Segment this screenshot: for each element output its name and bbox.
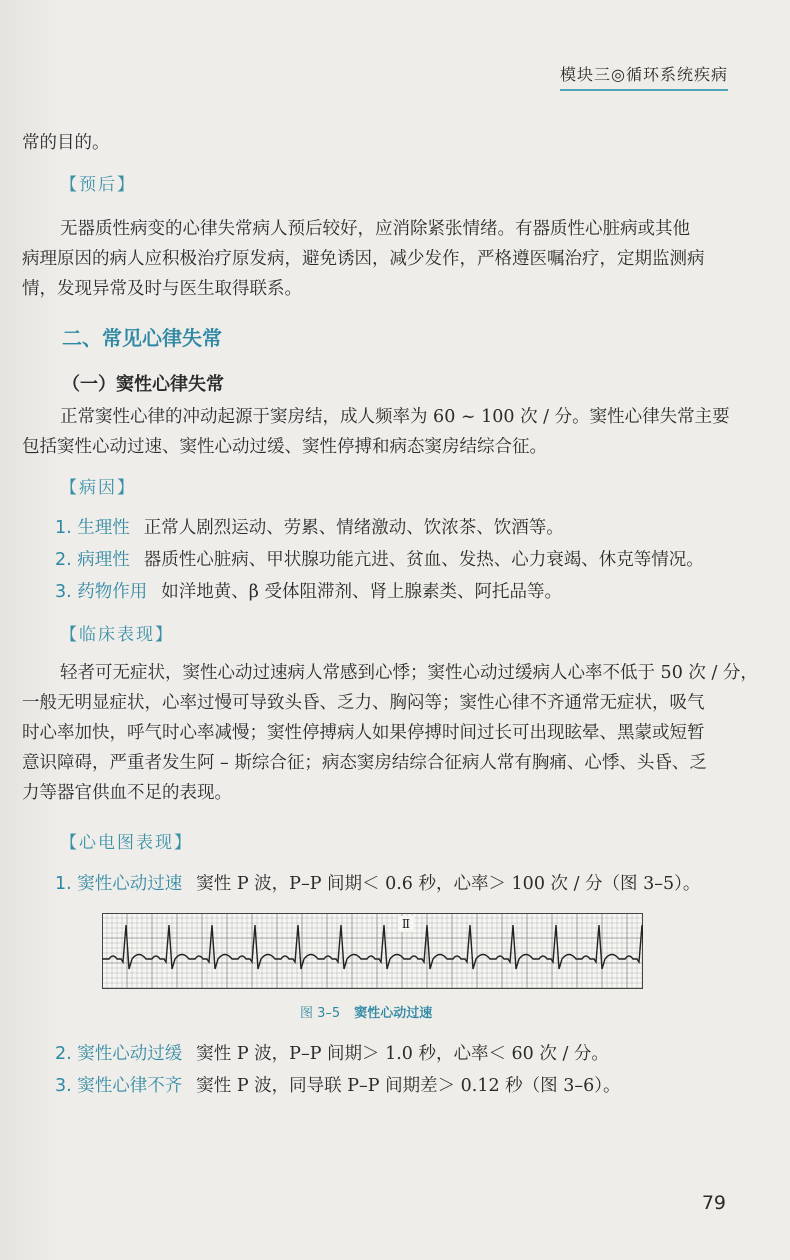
ecg-item bbox=[55, 870, 700, 895]
paragraph-line: 一般无明显症状，心率过慢可导致头昏、乏力、胸闷等；窦性心律不齐通常无症状，吸气 bbox=[22, 693, 705, 713]
paragraph-line: 力等器官供血不足的表现。 bbox=[22, 783, 232, 803]
running-head: 模块三◎循环系统疾病 bbox=[560, 62, 728, 91]
item-label: 3. 窦性心律不齐 bbox=[55, 1076, 183, 1096]
etiology-heading: 【病因】 bbox=[60, 478, 136, 498]
paragraph-line: 轻者可无症状，窦性心动过速病人常感到心悸；窦性心动过缓病人心率不低于 50 次 / 分， bbox=[60, 663, 758, 683]
item-text: 如洋地黄、β 受体阻滞剂、肾上腺素类、阿托品等。 bbox=[161, 582, 562, 602]
ecg-heading: 【心电图表现】 bbox=[60, 833, 193, 853]
item-text: 窦性 P 波，P–P 间期＜ 0.6 秒，心率＞ 100 次 / 分（图 3–5）。 bbox=[196, 874, 701, 894]
page-number: 79 bbox=[701, 1192, 726, 1214]
paragraph-line: 正常窦性心律的冲动起源于窦房结，成人频率为 60 ~ 100 次 / 分。窦性心律失常主要 bbox=[60, 407, 730, 427]
ecg-trace bbox=[102, 925, 643, 969]
item-text: 窦性 P 波，P–P 间期＞ 1.0 秒，心率＜ 60 次 / 分。 bbox=[196, 1044, 609, 1064]
paragraph-line: 情，发现异常及时与医生取得联系。 bbox=[22, 279, 302, 299]
ecg-item bbox=[55, 1040, 609, 1065]
item-text: 正常人剧烈运动、劳累、情绪激动、饮浓茶、饮酒等。 bbox=[143, 518, 564, 538]
figure-title: 窦性心动过速 bbox=[354, 1006, 433, 1021]
ecg-grid bbox=[102, 913, 643, 989]
clinical-heading: 【临床表现】 bbox=[60, 625, 174, 645]
etiology-item bbox=[55, 514, 564, 539]
paragraph-line: 常的目的。 bbox=[22, 133, 110, 153]
etiology-item bbox=[55, 546, 704, 571]
item-label: 2. 窦性心动过缓 bbox=[55, 1044, 183, 1064]
item-label: 1. 生理性 bbox=[55, 518, 130, 538]
etiology-item bbox=[55, 578, 562, 603]
ecg-lead-label: Ⅱ bbox=[401, 917, 411, 931]
section-heading: 二、常见心律失常 bbox=[62, 326, 222, 350]
prognosis-heading: 【预后】 bbox=[60, 175, 136, 195]
ecg-item bbox=[55, 1072, 621, 1097]
item-label: 2. 病理性 bbox=[55, 550, 130, 570]
item-text: 窦性 P 波，同导联 P–P 间期差＞ 0.12 秒（图 3–6）。 bbox=[196, 1076, 621, 1096]
ecg-strip-figure bbox=[102, 913, 643, 989]
figure-number: 图 3–5 bbox=[300, 1006, 341, 1021]
item-label: 1. 窦性心动过速 bbox=[55, 874, 183, 894]
item-label: 3. 药物作用 bbox=[55, 582, 148, 602]
item-text: 器质性心脏病、甲状腺功能亢进、贫血、发热、心力衰竭、休克等情况。 bbox=[143, 550, 704, 570]
paragraph-line: 包括窦性心动过速、窦性心动过缓、窦性停搏和病态窦房结综合征。 bbox=[22, 437, 547, 457]
paragraph-line: 病理原因的病人应积极治疗原发病，避免诱因，减少发作，严格遵医嘱治疗，定期监测病 bbox=[22, 249, 705, 269]
paragraph-line: 时心率加快，呼气时心率减慢；窦性停搏病人如果停搏时间过长可出现眩晕、黑蒙或短暂 bbox=[22, 723, 705, 743]
paragraph-line: 无器质性病变的心律失常病人预后较好，应消除紧张情绪。有器质性心脏病或其他 bbox=[60, 219, 690, 239]
paragraph-line: 意识障碍，严重者发生阿 – 斯综合征；病态窦房结综合征病人常有胸痛、心悸、头昏、乏 bbox=[22, 753, 707, 773]
subsection-heading: （一）窦性心律失常 bbox=[62, 374, 224, 395]
figure-caption bbox=[300, 1002, 432, 1021]
